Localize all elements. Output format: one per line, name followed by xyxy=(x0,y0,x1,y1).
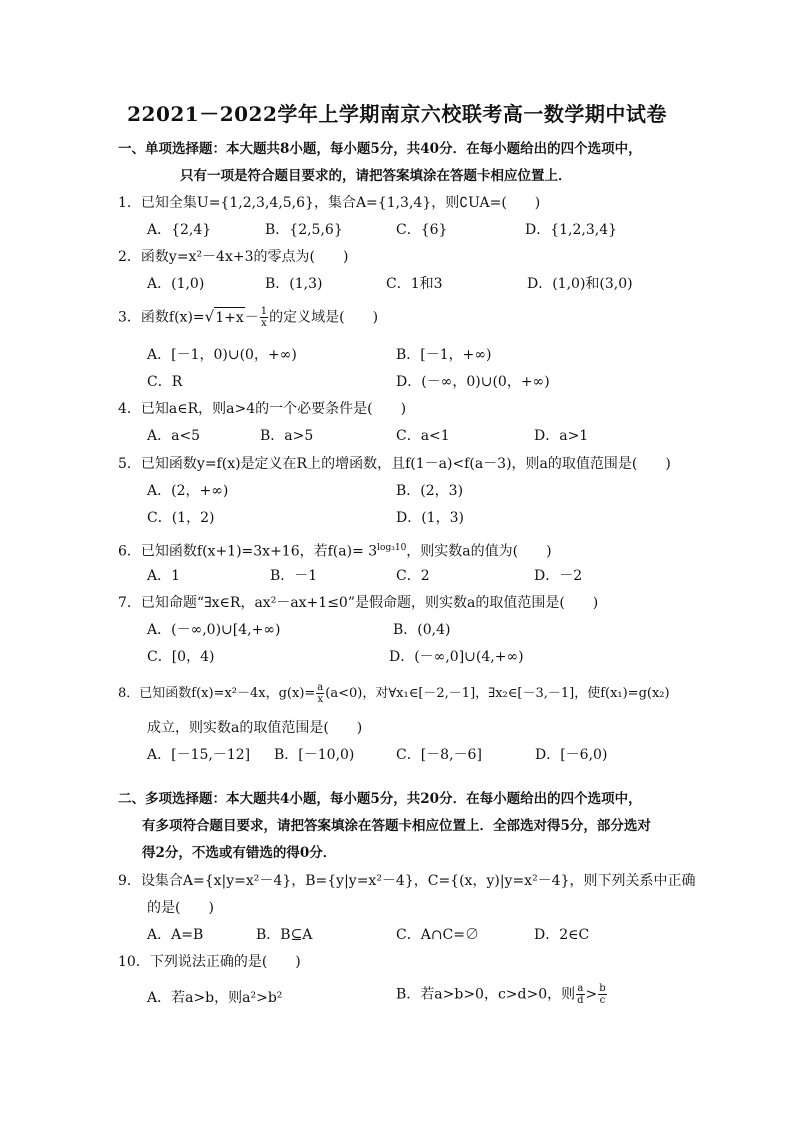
question-5-option-c: C．(1，2) xyxy=(147,510,215,526)
question-3-fraction xyxy=(260,306,268,329)
question-5-option-b: B．(2，3) xyxy=(396,483,464,499)
question-1-stem: 1．已知全集U={1,2,3,4,5,6}，集合A={1,3,4}，则∁UA=( ) xyxy=(118,195,541,211)
question-9-option-a: A．A=B xyxy=(147,927,204,943)
question-1-option-b: B．{2,5,6} xyxy=(265,222,343,238)
question-6-option-a: A．1 xyxy=(147,568,181,584)
question-10-option-a: A．若a>b，则a²>b² xyxy=(147,990,283,1006)
question-3-stem-part-1: 3．函数f(x)= xyxy=(118,309,205,326)
question-2-option-d: D．(1,0)和(3,0) xyxy=(527,276,633,292)
question-8-option-c: C．[－8,－6] xyxy=(396,747,482,763)
greater-than-sign: > xyxy=(585,986,598,1003)
section-1-instructions xyxy=(118,136,698,190)
radical-sign: √ xyxy=(204,307,215,326)
question-7-option-c: C．[0，4) xyxy=(147,649,215,665)
fraction-denominator: x xyxy=(317,694,324,705)
question-8-option-a: A．[－15,－12] xyxy=(147,747,251,763)
question-3-radicand: 1+x xyxy=(214,307,245,328)
question-4-option-d: D．a>1 xyxy=(534,428,589,444)
question-1-option-c: C．{6} xyxy=(396,222,448,238)
fraction-denominator: x xyxy=(261,318,267,329)
question-8-continuation: 成立，则实数a的取值范围是( ) xyxy=(147,720,363,736)
question-2-option-c: C．1和3 xyxy=(386,276,443,292)
section-2-line-2: 有多项符合题目要求，请把答案填涂在答题卡相应位置上．全部选对得5分，部分选对 xyxy=(142,818,651,834)
question-2-option-b: B．(1,3) xyxy=(265,276,323,292)
question-7-option-b: B．(0,4) xyxy=(393,622,451,638)
section-2-instructions xyxy=(118,786,698,867)
question-10-fraction-1 xyxy=(576,983,584,1006)
section-1-line-2: 只有一项是符合题目要求的，请把答案填涂在答题卡相应位置上． xyxy=(180,168,572,184)
question-1-option-a: A．{2,4} xyxy=(147,222,212,238)
question-10-option-b xyxy=(396,983,608,1006)
question-6-option-b: B．－1 xyxy=(270,568,318,584)
fraction-numerator: 1 xyxy=(260,306,268,317)
fraction-numerator: a xyxy=(317,682,324,693)
question-6-stem xyxy=(118,538,552,562)
question-7-stem: 7．已知命题“∃x∈R，ax²－ax+1≤0”是假命题，则实数a的取值范围是( ) xyxy=(118,595,599,611)
question-6-option-c: C．2 xyxy=(396,568,430,584)
question-6-option-d: D．－2 xyxy=(534,568,583,584)
question-7-option-a: A．(－∞,0)∪[4,+∞) xyxy=(147,622,281,638)
question-6-stem-part-2: ，则实数a的值为( ) xyxy=(406,543,552,560)
question-8-option-d: D．[－6,0) xyxy=(535,747,608,763)
question-1-option-d: D．{1,2,3,4} xyxy=(525,222,618,238)
section-2-line-3: 得2分，不选或有错选的得0分． xyxy=(142,845,337,861)
question-4-stem: 4．已知a∈R，则a>4的一个必要条件是( ) xyxy=(118,401,407,417)
question-2-option-a: A．(1,0) xyxy=(147,276,205,292)
fraction-denominator: d xyxy=(577,995,584,1006)
question-4-option-a: A．a<5 xyxy=(147,428,201,444)
fraction-denominator: c xyxy=(599,995,606,1006)
question-3-stem xyxy=(118,306,378,329)
question-7-option-d: D．(－∞,0]∪(4,+∞) xyxy=(389,649,524,665)
question-8-stem-part-1: 8．已知函数f(x)=x²－4x，g(x)= xyxy=(118,686,316,701)
fraction-numerator: a xyxy=(577,983,584,994)
section-2-line-1: 二、多项选择题：本大题共4小题，每小题5分，共20分．在每小题给出的四个选项中， xyxy=(118,791,642,807)
question-3-option-a: A．[－1，0)∪(0，+∞) xyxy=(147,347,297,363)
question-3-stem-part-3: 的定义域是( ) xyxy=(269,309,379,326)
question-10-stem: 10．下列说法正确的是( ) xyxy=(118,954,301,970)
fraction-numerator: b xyxy=(599,983,606,994)
question-5-stem: 5．已知函数y=f(x)是定义在R上的增函数，且f(1－a)<f(a－3)，则a的取值范围是( ) xyxy=(118,456,671,472)
question-6-exponent: log₃10 xyxy=(377,543,407,553)
question-3-option-d: D．(－∞，0)∪(0，+∞) xyxy=(396,374,550,390)
section-1-line-1: 一、单项选择题：本大题共8小题，每小题5分，共40分．在每小题给出的四个选项中， xyxy=(118,141,642,157)
question-2-stem: 2．函数y=x²－4x+3的零点为( ) xyxy=(118,249,349,265)
question-10-option-b-text: B．若a>b>0，c>d>0，则 xyxy=(396,986,576,1003)
question-5-option-d: D．(1，3) xyxy=(396,510,464,526)
question-9-option-c: C．A∩C=∅ xyxy=(396,927,479,943)
question-6-stem-part-1: 6．已知函数f(x+1)=3x+16，若f(a)= 3 xyxy=(118,543,378,560)
question-9-option-b: B．B⊆A xyxy=(256,927,313,943)
question-9-stem: 9．设集合A={x|y=x²－4}，B={y|y=x²－4}，C={(x，y)|y=x²－4}，则下列关系中正确 xyxy=(118,873,696,889)
question-9-option-d: D．2∈C xyxy=(534,927,590,943)
question-9-continuation: 的是( ) xyxy=(147,900,214,916)
question-3-option-c: C．R xyxy=(147,374,183,390)
page-title: 22021－2022学年上学期南京六校联考高一数学期中试卷 xyxy=(127,102,667,126)
question-4-option-b: B．a>5 xyxy=(260,428,314,444)
question-8-fraction xyxy=(316,682,324,705)
question-8-stem-part-2: (a<0)，对∀x₁∈[－2,－1]，∃x₂∈[－3,－1]，使f(x₁)=g(x₂) xyxy=(325,686,670,701)
question-8-option-b: B．[－10,0) xyxy=(274,747,355,763)
question-5-option-a: A．(2，+∞) xyxy=(147,483,229,499)
question-3-stem-part-2: － xyxy=(244,309,259,326)
question-3-option-b: B．[－1，+∞) xyxy=(396,347,492,363)
question-10-fraction-2 xyxy=(598,983,606,1006)
question-8-stem xyxy=(118,682,670,705)
question-4-option-c: C．a<1 xyxy=(396,428,450,444)
